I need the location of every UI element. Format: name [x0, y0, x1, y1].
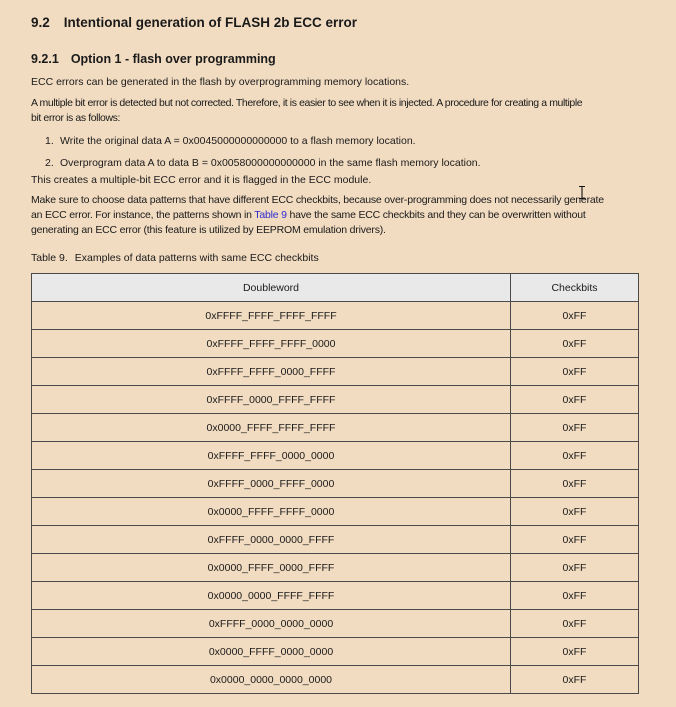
checkbits-cell: 0xFF [511, 610, 639, 638]
table-row [32, 498, 639, 526]
table-9-link[interactable]: Table 9 [254, 209, 287, 221]
checkbits-cell: 0xFF [511, 442, 639, 470]
doubleword-cell: 0x0000_FFFF_FFFF_FFFF [32, 414, 511, 442]
checkbits-cell: 0xFF [511, 302, 639, 330]
table-row [32, 358, 639, 386]
doubleword-cell: 0x0000_FFFF_0000_0000 [32, 638, 511, 666]
doubleword-cell: 0xFFFF_FFFF_0000_0000 [32, 442, 511, 470]
list-item [45, 156, 648, 171]
subsection-title: Option 1 - flash over programming [70, 52, 276, 66]
table-row [32, 526, 639, 554]
checkbits-cell: 0xFF [511, 666, 639, 694]
doubleword-cell: 0x0000_FFFF_0000_FFFF [32, 554, 511, 582]
doubleword-cell: 0xFFFF_0000_0000_FFFF [32, 526, 511, 554]
list-item [45, 134, 648, 149]
ecc-checkbits-table [31, 273, 639, 694]
table-row [32, 666, 639, 694]
checkbits-cell: 0xFF [511, 638, 639, 666]
doubleword-column-header: Doubleword [32, 274, 511, 302]
table-row [32, 470, 639, 498]
table-caption-text: Examples of data patterns with same ECC checkbits [74, 252, 319, 264]
table-caption-label: Table 9. [31, 252, 68, 264]
table-row [32, 554, 639, 582]
table-caption [31, 251, 648, 265]
doubleword-cell: 0x0000_0000_FFFF_FFFF [32, 582, 511, 610]
checkbits-cell: 0xFF [511, 526, 639, 554]
checkbits-cell: 0xFF [511, 470, 639, 498]
table-row [32, 582, 639, 610]
doubleword-cell: 0xFFFF_FFFF_FFFF_FFFF [32, 302, 511, 330]
paragraph-line: bit error is as follows: [31, 112, 121, 124]
table-row [32, 330, 639, 358]
doubleword-cell: 0x0000_0000_0000_0000 [32, 666, 511, 694]
checkbits-cell: 0xFF [511, 414, 639, 442]
checkbits-cell: 0xFF [511, 582, 639, 610]
doubleword-cell: 0x0000_FFFF_FFFF_0000 [32, 498, 511, 526]
doubleword-cell: 0xFFFF_0000_FFFF_FFFF [32, 386, 511, 414]
table-row [32, 414, 639, 442]
checkbits-cell: 0xFF [511, 554, 639, 582]
table-header-row [32, 274, 639, 302]
section-number: 9.2 [31, 15, 50, 30]
paragraph-line: generating an ECC error (this feature is utilized by EEPROM emulation drivers). [31, 224, 386, 236]
table-row [32, 386, 639, 414]
table-body [32, 302, 639, 694]
doubleword-cell: 0xFFFF_FFFF_0000_FFFF [32, 358, 511, 386]
subsection-heading [31, 52, 648, 67]
paragraph-text: have the same ECC checkbits and they can be overwritten without [286, 209, 586, 221]
paragraph-line: A multiple bit error is detected but not corrected. Therefore, it is easier to see when it is injected. A procedure for creating a multiple [31, 97, 583, 109]
checkbits-cell: 0xFF [511, 330, 639, 358]
table-row [32, 302, 639, 330]
subsection-number: 9.2.1 [31, 52, 59, 66]
checkbits-cell: 0xFF [511, 498, 639, 526]
doubleword-cell: 0xFFFF_0000_FFFF_0000 [32, 470, 511, 498]
doubleword-cell: 0xFFFF_FFFF_FFFF_0000 [32, 330, 511, 358]
paragraph-text: an ECC error. For instance, the patterns shown in [31, 209, 255, 221]
table-row [32, 442, 639, 470]
table-row [32, 610, 639, 638]
list-item-number: 1. [45, 135, 54, 147]
checkbits-cell: 0xFF [511, 358, 639, 386]
paragraph-line [31, 208, 648, 223]
table-row [32, 638, 639, 666]
paragraph-multiple-bit-error [31, 96, 648, 126]
paragraph-ecc-generation: ECC errors can be generated in the flash by overprogramming memory locations. [31, 76, 410, 88]
checkbits-cell: 0xFF [511, 386, 639, 414]
list-item-text: Overprogram data A to data B = 0x0058000000000000 in the same flash memory location. [60, 157, 481, 169]
section-heading [31, 14, 648, 31]
checkbits-column-header: Checkbits [511, 274, 639, 302]
list-item-number: 2. [45, 157, 54, 169]
list-item-text: Write the original data A = 0x0045000000000000 to a flash memory location. [60, 135, 416, 147]
procedure-list [31, 134, 648, 171]
section-title: Intentional generation of FLASH 2b ECC error [63, 15, 358, 30]
paragraph-data-patterns [31, 193, 648, 238]
doubleword-cell: 0xFFFF_0000_0000_0000 [32, 610, 511, 638]
paragraph-ecc-flagged: This creates a multiple-bit ECC error and it is flagged in the ECC module. [31, 174, 372, 186]
paragraph-line: Make sure to choose data patterns that have different ECC checkbits, because over-programming does not necessarily generate [31, 194, 604, 206]
